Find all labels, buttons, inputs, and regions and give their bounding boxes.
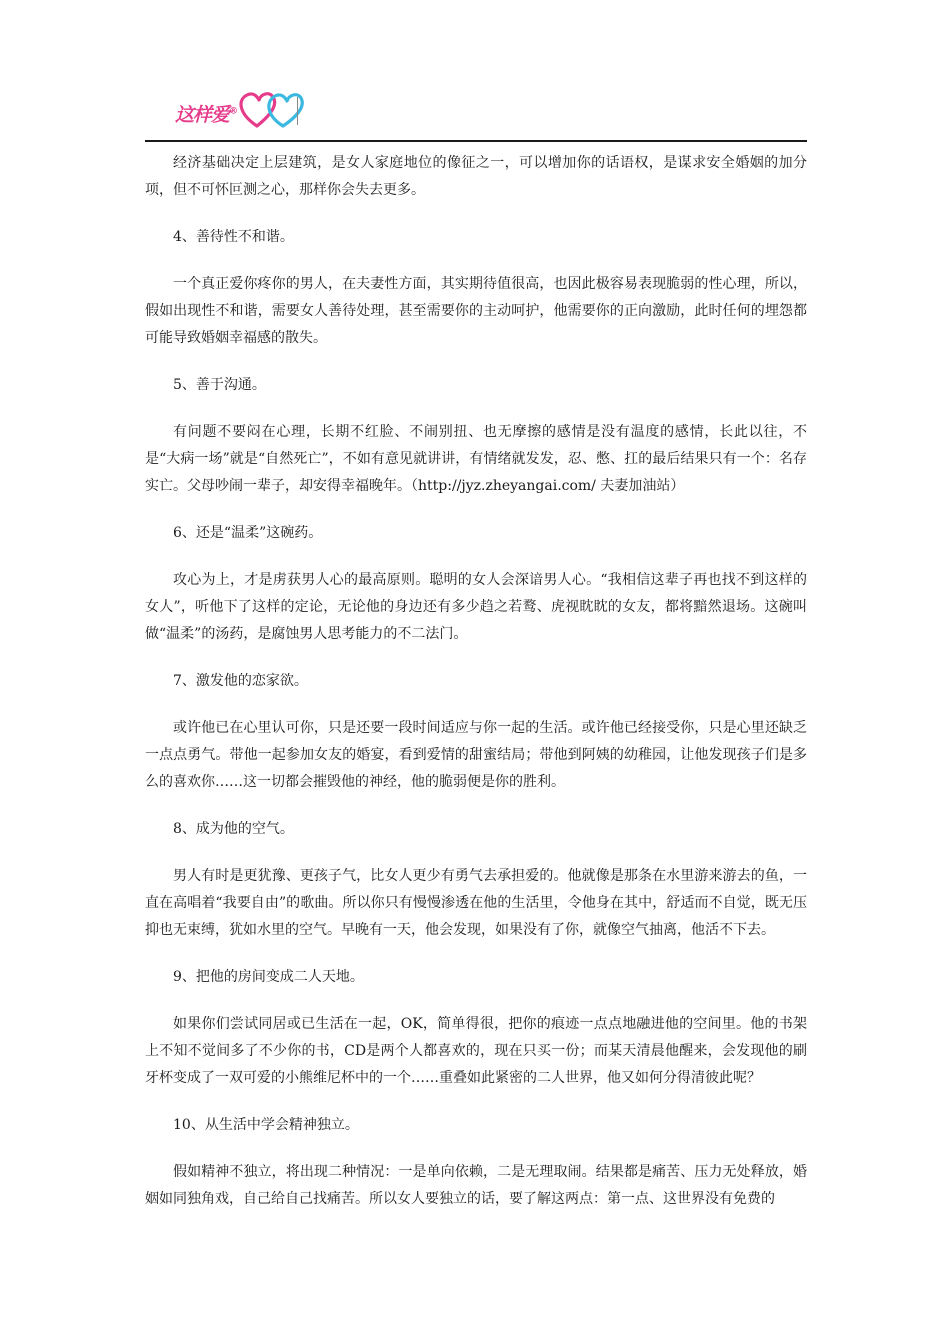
- logo-separator: [297, 97, 298, 125]
- article-paragraph: 有问题不要闷在心理，长期不红脸、不闹别扭、也无摩擦的感情是没有温度的感情，长此以往，不是“大病一场”就是“自然死亡”，不如有意见就讲讲，有情绪就发发，忍、憋、扛的最后结果只有一个：名存实亡。父母吵闹一辈子，却安得幸福晚年。（http://jyz.zheyangai.com/ 夫妻加油站）: [145, 424, 807, 494]
- hearts-icon: [235, 86, 325, 130]
- section-heading: 6、还是“温柔”这碗药。: [173, 525, 323, 541]
- logo-text: 这样爱®: [175, 104, 238, 126]
- article-paragraph: 攻心为上，才是虏获男人心的最高原则。聪明的女人会深谙男人心。“我相信这辈子再也找不到这样的女人”，听他下了这样的定论，无论他的身边还有多少趋之若鹜、虎视眈眈的女友，都将黯然退场。这碗叫做“温柔”的汤药，是腐蚀男人思考能力的不二法门。: [145, 572, 807, 642]
- section-heading: 9、把他的房间变成二人天地。: [173, 969, 364, 985]
- section-heading: 10、从生活中学会精神独立。: [173, 1117, 359, 1133]
- section-heading: 7、激发他的恋家欲。: [173, 673, 308, 689]
- article-paragraph: 或许他已在心里认可你，只是还要一段时间适应与你一起的生活。或许他已经接受你，只是心里还缺乏一点点勇气。带他一起参加女友的婚宴，看到爱情的甜蜜结局；带他到阿姨的幼稚园，让他发现孩子们是多么的喜欢你……这一切都会摧毁他的神经，他的脆弱便是你的胜利。: [145, 720, 807, 790]
- logo-registered-mark: ®: [229, 106, 238, 117]
- article-paragraph: 一个真正爱你疼你的男人，在夫妻性方面，其实期待值很高，也因此极容易表现脆弱的性心理，所以，假如出现性不和谐，需要女人善待处理，甚至需要你的主动呵护，他需要你的正向激励，此时任何的埋怨都可能导致婚姻幸福感的散失。: [145, 276, 807, 346]
- header-divider: [145, 140, 807, 142]
- article-paragraph: 如果你们尝试同居或已生活在一起，OK，简单得很，把你的痕迹一点点地融进他的空间里。他的书架上不知不觉间多了不少你的书，CD是两个人都喜欢的，现在只买一份；而某天清晨他醒来，会发现他的刷牙杯变成了一双可爱的小熊维尼杯中的一个……重叠如此紧密的二人世界，他又如何分得清彼此呢？: [145, 1016, 807, 1086]
- article-paragraph: 经济基础决定上层建筑，是女人家庭地位的像征之一，可以增加你的话语权，是谋求安全婚姻的加分项，但不可怀叵测之心，那样你会失去更多。: [145, 155, 807, 198]
- section-heading: 8、成为他的空气。: [173, 821, 294, 837]
- article-paragraph: 假如精神不独立，将出现二种情况：一是单向依赖，二是无理取闹。结果都是痛苦、压力无处释放，婚姻如同独角戏，自己给自己找痛苦。所以女人要独立的话，要了解这两点：第一点、这世界没有免费的: [145, 1164, 807, 1207]
- section-heading: 4、善待性不和谐。: [173, 229, 294, 245]
- zheyangai-logo[interactable]: [175, 86, 325, 130]
- page-header: [145, 82, 807, 142]
- section-heading: 5、善于沟通。: [173, 377, 266, 393]
- article-body: [145, 150, 807, 1213]
- article-paragraph: 男人有时是更犹豫、更孩子气，比女人更少有勇气去承担爱的。他就像是那条在水里游来游去的鱼，一直在高唱着“我要自由”的歌曲。所以你只有慢慢渗透在他的生活里，令他身在其中，舒适而不自觉，既无压抑也无束缚，犹如水里的空气。早晚有一天，他会发现，如果没有了你，就像空气抽离，他活不下去。: [145, 868, 807, 938]
